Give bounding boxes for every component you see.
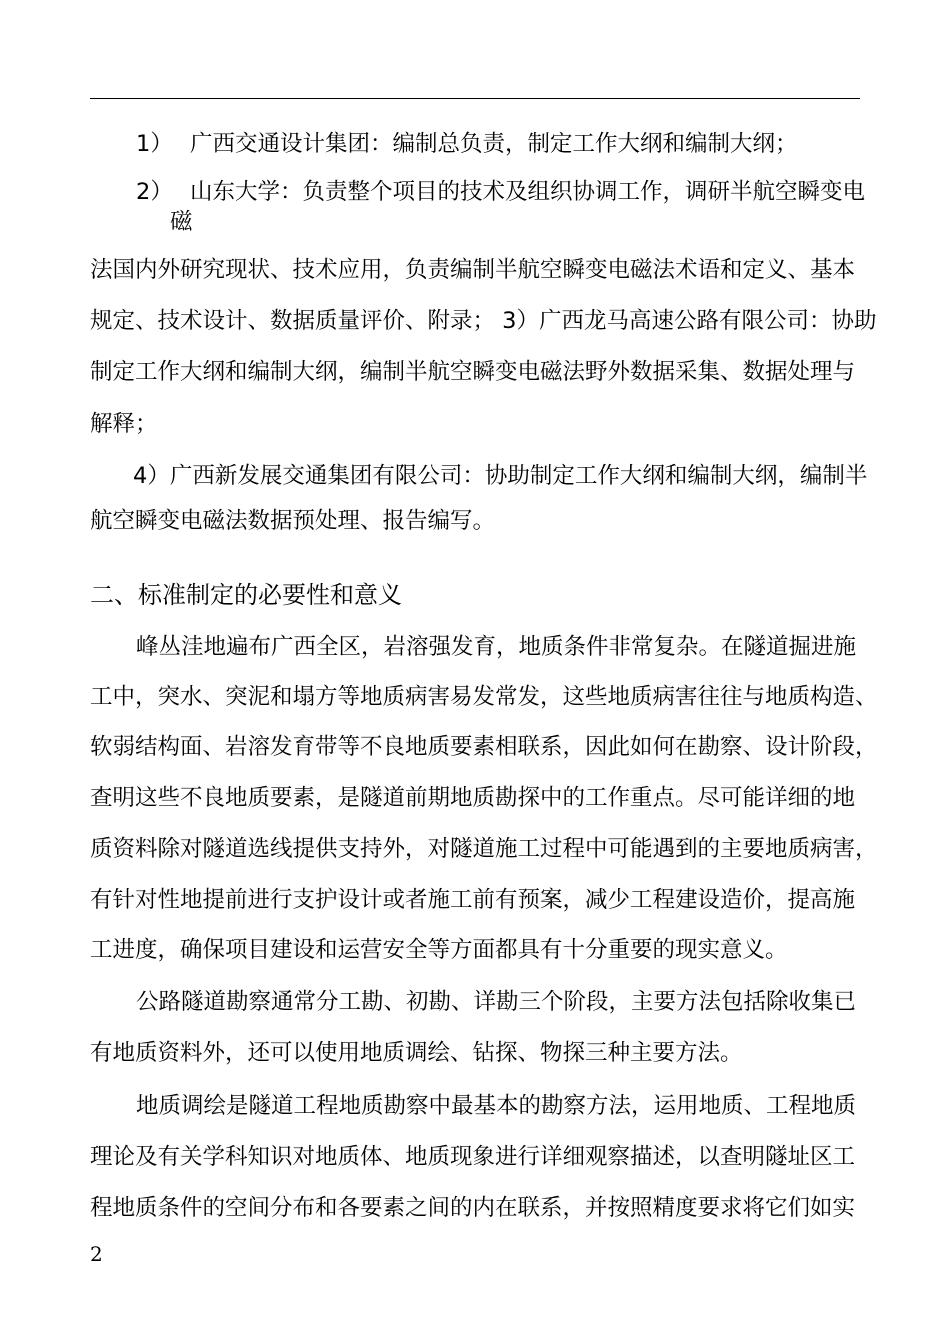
text-line: 公路隧道勘察通常分工勘、初勘、详勘三个阶段，主要方法包括除收集已 — [136, 989, 857, 1015]
list-number: 1） — [136, 131, 173, 157]
text-line: 有地质资料外，还可以使用地质调绘、钻探、物探三种主要方法。 — [90, 1040, 743, 1066]
text-line: 地质调绘是隧道工程地质勘察中最基本的勘察方法，运用地质、工程地质 — [136, 1093, 857, 1119]
section-heading: 二、标准制定的必要性和意义 — [90, 581, 402, 609]
text-line: 解释； — [90, 411, 158, 437]
page-number: 2 — [90, 1242, 103, 1266]
text-line: 工进度，确保项目建设和运营安全等方面都具有十分重要的现实意义。 — [90, 937, 788, 963]
text-line: 峰丛洼地遍布广西全区，岩溶强发育，地质条件非常复杂。在隧道掘进施 — [136, 634, 857, 660]
list-item-2-wrap: 磁 — [170, 209, 193, 235]
text-line: 航空瞬变电磁法数据预处理、报告编写。 — [90, 508, 496, 534]
text-line: 规定、技术设计、数据质量评价、附录； 3）广西龙马高速公路有限公司：协助 — [90, 308, 877, 334]
list-item-2 — [136, 177, 865, 207]
text-line: 质资料除对隧道选线提供支持外，对隧道施工过程中可能遇到的主要地质病害， — [90, 836, 878, 862]
header-rule — [90, 98, 860, 99]
text-line: 法国内外研究现状、技术应用，负责编制半航空瞬变电磁法术语和定义、基本 — [90, 257, 856, 283]
list-number: 2） — [136, 179, 173, 205]
text-line: 程地质条件的空间分布和各要素之间的内在联系，并按照精度要求将它们如实 — [90, 1195, 856, 1221]
text-line: 理论及有关学科知识对地质体、地质现象进行详细观察描述，以查明隧址区工 — [90, 1144, 856, 1170]
list-item-1 — [136, 129, 798, 159]
text-line: 工中，突水、突泥和塌方等地质病害易发常发，这些地质病害往往与地质构造、 — [90, 684, 878, 710]
list-text: 山东大学：负责整个项目的技术及组织协调工作，调研半航空瞬变电 — [190, 179, 866, 205]
text-line: 制定工作大纲和编制大纲，编制半航空瞬变电磁法野外数据采集、数据处理与 — [90, 359, 856, 385]
text-line: 有针对性地提前进行支护设计或者施工前有预案，减少工程建设造价，提高施 — [90, 887, 856, 913]
text-line: 查明这些不良地质要素，是隧道前期地质勘探中的工作重点。尽可能详细的地 — [90, 785, 856, 811]
text-line: 软弱结构面、岩溶发育带等不良地质要素相联系，因此如何在勘察、设计阶段， — [90, 734, 878, 760]
list-text: 广西交通设计集团：编制总负责，制定工作大纲和编制大纲； — [190, 131, 798, 157]
list-item-4: 4）广西新发展交通集团有限公司：协助制定工作大纲和编制大纲，编制半 — [133, 463, 868, 489]
